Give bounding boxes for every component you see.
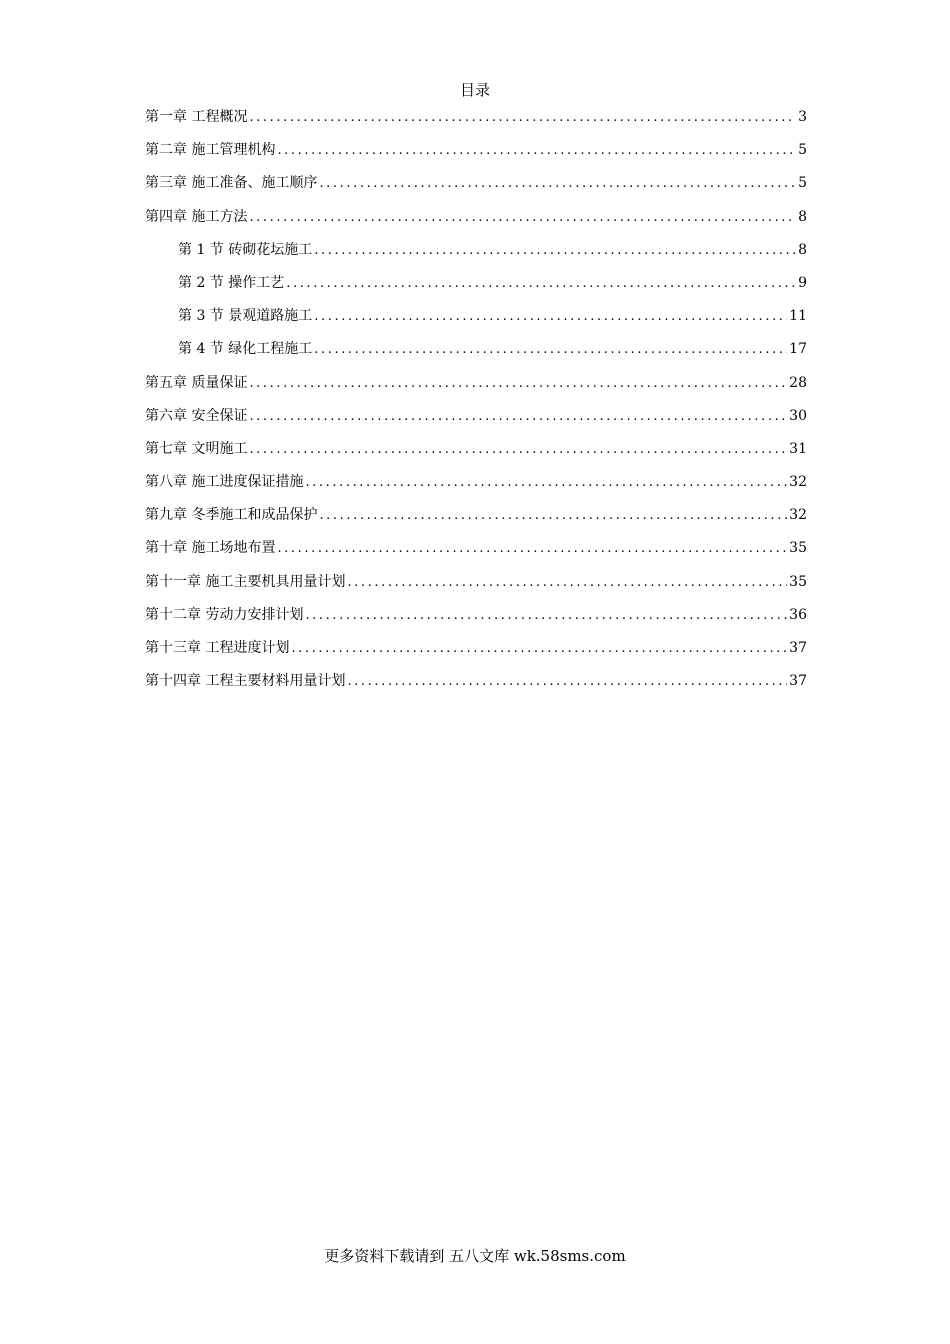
toc-entry-label: 第十四章 工程主要材料用量计划	[145, 673, 346, 690]
toc-entry-5[interactable]	[145, 240, 807, 273]
toc-entry-label: 第二章 施工管理机构	[145, 142, 276, 159]
toc-entry-page: 5	[798, 142, 807, 159]
toc-entry-label: 第 2 节 操作工艺	[178, 274, 285, 291]
toc-leader-dots	[347, 672, 787, 692]
toc-entry-label: 第九章 冬季施工和成品保护	[145, 507, 318, 524]
toc-entry-page: 11	[789, 308, 807, 325]
toc-leader-dots	[305, 473, 787, 493]
toc-entry-label: 第四章 施工方法	[145, 208, 248, 225]
toc-entry-12[interactable]	[145, 472, 807, 505]
toc-entry-15[interactable]	[145, 572, 807, 605]
toc-entry-page: 37	[789, 640, 807, 656]
toc-entry-1[interactable]	[145, 107, 807, 140]
toc-entry-7[interactable]	[145, 306, 807, 339]
toc-entry-label: 第 1 节 砖砌花坛施工	[178, 241, 313, 258]
toc-entry-label: 第六章 安全保证	[145, 407, 248, 424]
toc-leader-dots	[249, 374, 787, 394]
toc-entry-page: 5	[798, 175, 807, 192]
toc-entry-page: 8	[798, 208, 807, 225]
toc-entry-page: 17	[789, 341, 807, 358]
toc-entry-6[interactable]	[145, 273, 807, 306]
page-footer: 更多资料下载请到 五八文库 wk.58sms.com	[324, 1247, 626, 1265]
toc-entry-label: 第八章 施工进度保证措施	[145, 474, 304, 491]
toc-entry-18[interactable]	[145, 671, 807, 704]
toc-entry-10[interactable]	[145, 406, 807, 439]
toc-entry-label: 第 3 节 景观道路施工	[178, 308, 313, 325]
toc-leader-dots	[305, 606, 787, 626]
toc-entry-page: 8	[798, 241, 807, 258]
toc-entry-page: 35	[789, 573, 807, 590]
toc-entry-4[interactable]	[145, 207, 807, 240]
toc-entry-page: 30	[789, 407, 807, 424]
toc-entry-page: 35	[789, 540, 807, 557]
toc-entry-8[interactable]	[145, 339, 807, 372]
toc-entry-page: 32	[789, 474, 807, 491]
toc-entry-page: 28	[789, 374, 807, 391]
toc-entry-page: 37	[789, 673, 807, 690]
toc-leader-dots	[249, 407, 787, 427]
toc-entry-label: 第七章 文明施工	[145, 440, 248, 457]
toc-entry-label: 第十三章 工程进度计划	[145, 640, 290, 656]
table-of-contents	[145, 107, 807, 704]
toc-leader-dots	[291, 639, 787, 659]
toc-leader-dots	[314, 340, 787, 360]
toc-entry-17[interactable]	[145, 638, 807, 671]
toc-leader-dots	[249, 208, 796, 228]
toc-entry-label: 第一章 工程概况	[145, 109, 248, 125]
toc-leader-dots	[319, 174, 796, 194]
toc-leader-dots	[249, 108, 796, 128]
toc-entry-14[interactable]	[145, 538, 807, 571]
toc-entry-page: 36	[789, 606, 807, 623]
toc-entry-label: 第十二章 劳动力安排计划	[145, 606, 304, 623]
toc-entry-label: 第十一章 施工主要机具用量计划	[145, 573, 346, 590]
toc-entry-3[interactable]	[145, 173, 807, 206]
toc-entry-2[interactable]	[145, 140, 807, 173]
toc-leader-dots	[319, 506, 787, 526]
toc-title: 目录	[459, 81, 490, 99]
toc-entry-page: 32	[789, 507, 807, 524]
toc-entry-label: 第 4 节 绿化工程施工	[178, 341, 313, 358]
toc-entry-label: 第三章 施工准备、施工顺序	[145, 175, 318, 192]
toc-entry-11[interactable]	[145, 439, 807, 472]
toc-leader-dots	[286, 274, 796, 294]
toc-entry-9[interactable]	[145, 373, 807, 406]
toc-entry-page: 3	[798, 109, 807, 125]
toc-leader-dots	[314, 241, 796, 261]
toc-leader-dots	[314, 307, 787, 327]
toc-entry-label: 第五章 质量保证	[145, 374, 248, 391]
toc-entry-16[interactable]	[145, 605, 807, 638]
toc-entry-13[interactable]	[145, 505, 807, 538]
toc-leader-dots	[277, 539, 787, 559]
toc-leader-dots	[347, 573, 787, 593]
toc-leader-dots	[277, 141, 796, 161]
toc-entry-page: 31	[789, 440, 807, 457]
toc-entry-page: 9	[798, 274, 807, 291]
toc-entry-label: 第十章 施工场地布置	[145, 540, 276, 557]
toc-leader-dots	[249, 440, 787, 460]
